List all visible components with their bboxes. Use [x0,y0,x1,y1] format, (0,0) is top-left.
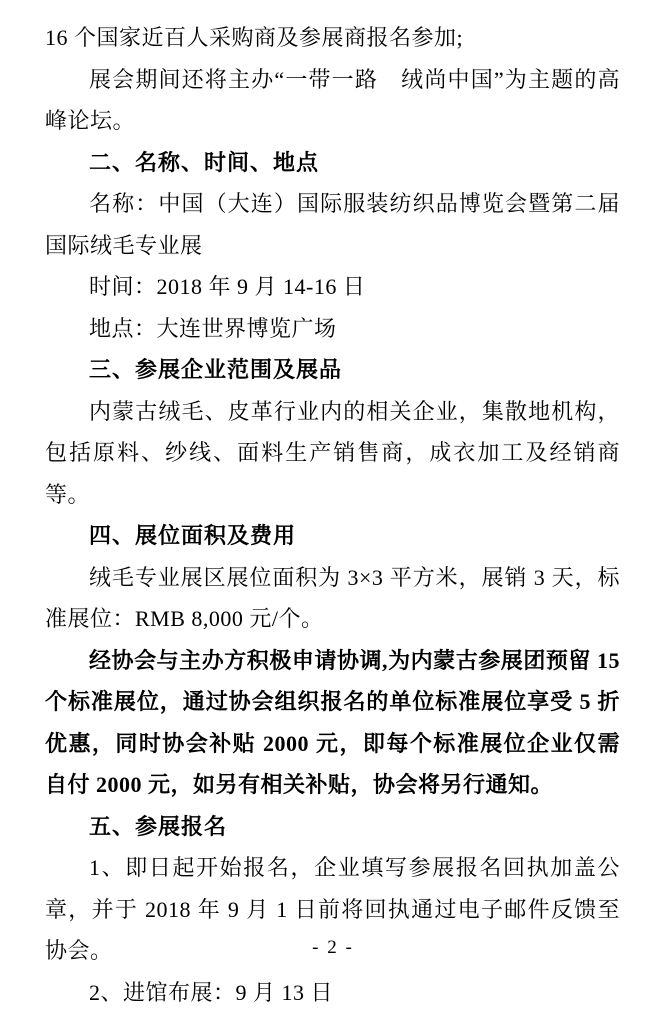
body-paragraph: 绒毛专业展区展位面积为 3×3 平方米，展销 3 天，标准展位：RMB 8,000 元/个。 [45,557,620,640]
page-number: - 2 - [312,937,354,958]
body-paragraph: 经协会与主办方积极申请协调,为内蒙古参展团预留 15 个标准展位，通过协会组织报名的单位标准展位享受 5 折优惠，同时协会补贴 2000 元，即每个标准展位企业仅需自付 2000 元，如另有相关补贴，协会将另行通知。 [45,640,620,806]
body-paragraph: 16 个国家近百人采购商及参展商报名参加; [45,17,620,59]
body-paragraph: 地点：大连世界博览广场 [45,308,620,350]
section-heading: 三、参展企业范围及展品 [45,349,620,391]
body-paragraph: 时间：2018 年 9 月 14-16 日 [45,266,620,308]
body-paragraph: 内蒙古绒毛、皮革行业内的相关企业，集散地机构，包括原料、纱线、面料生产销售商，成衣加工及经销商等。 [45,391,620,516]
page-footer [0,937,666,959]
section-heading: 二、名称、时间、地点 [45,142,620,184]
body-paragraph: 名称：中国（大连）国际服装纺织品博览会暨第二届国际绒毛专业展 [45,183,620,266]
body-paragraph: 2、进馆布展：9 月 13 日 [45,972,620,1013]
body-paragraph: 1、即日起开始报名，企业填写参展报名回执加盖公章，并于 2018 年 9 月 1 日前将回执通过电子邮件反馈至协会。 [45,847,620,972]
document-body [45,17,620,1013]
body-paragraph: 展会期间还将主办“一带一路 绒尚中国”为主题的高峰论坛。 [45,59,620,142]
section-heading: 五、参展报名 [45,806,620,848]
section-heading: 四、展位面积及费用 [45,515,620,557]
